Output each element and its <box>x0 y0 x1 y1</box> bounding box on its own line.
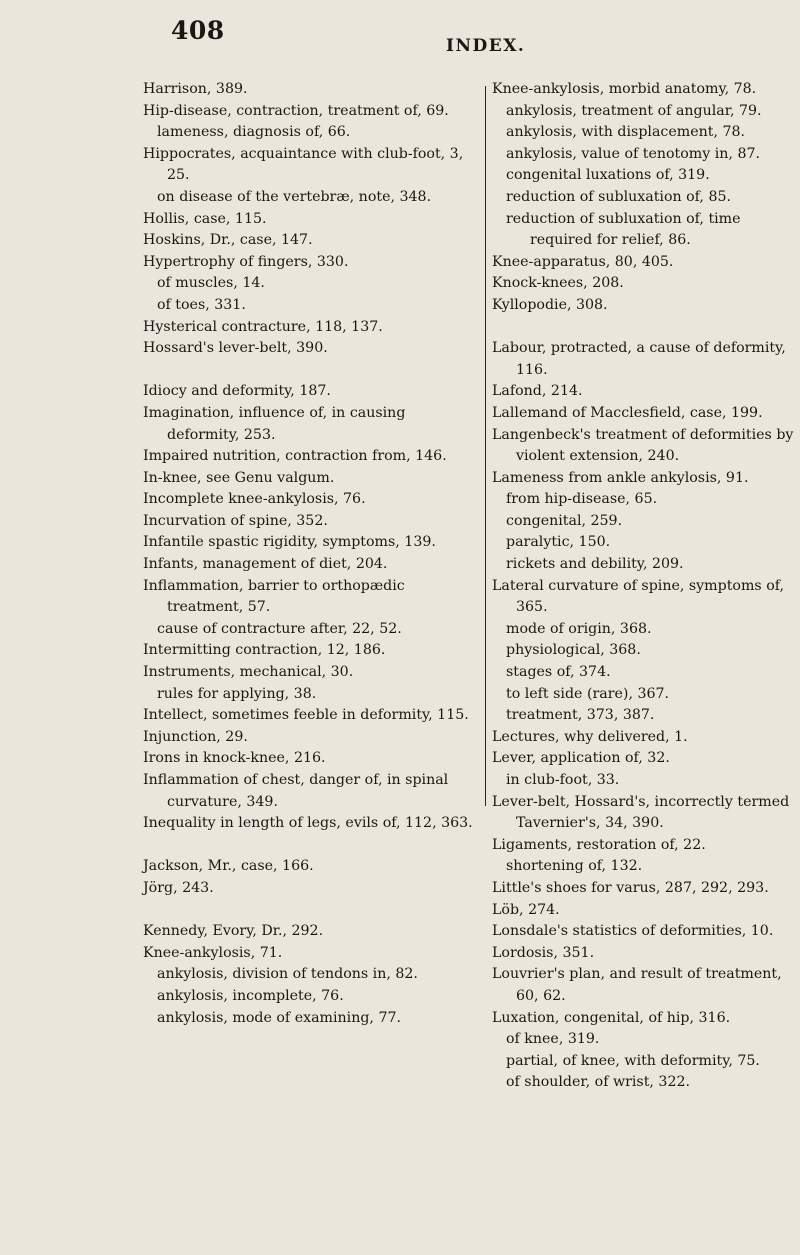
index-subentry: physiological, 368. <box>506 642 641 659</box>
index-entry: Knee-ankylosis, morbid anatomy, 78. <box>492 81 757 97</box>
column-divider <box>485 86 486 806</box>
index-entry: Hollis, case, 115. <box>143 210 267 227</box>
running-head: INDEX. <box>446 36 526 56</box>
index-entry: Incomplete knee-ankylosis, 76. <box>143 491 366 508</box>
index-entry: Idiocy and deformity, 187. <box>143 383 331 400</box>
index-entry: Lever-belt, Hossard's, incorrectly termed Tavernier's, 34, 390. <box>492 793 790 832</box>
index-subentry: ankylosis, value of tenotomy in, 87. <box>506 145 761 162</box>
index-subentry: congenital, 259. <box>506 512 623 529</box>
index-subentry: shortening of, 132. <box>506 858 643 875</box>
index-subentry: ankylosis, with displacement, 78. <box>506 124 746 141</box>
index-subentry: ankylosis, incomplete, 76. <box>157 987 344 1004</box>
index-entry: Knee-ankylosis, 71. <box>143 944 283 961</box>
index-subentry: ankylosis, division of tendons in, 82. <box>157 966 418 983</box>
index-entry: Louvrier's plan, and result of treatment, 60, 62. <box>492 966 782 1004</box>
index-entry: Inflammation of chest, danger of, in spinal curvature, 349. <box>143 772 449 810</box>
index-entry: Löb, 274. <box>492 901 560 918</box>
index-subentry: rules for applying, 38. <box>157 685 317 702</box>
index-entry: Irons in knock-knee, 216. <box>143 750 326 767</box>
index-entry: Knock-knees, 208. <box>492 275 624 292</box>
index-subentry: congenital luxations of, 319. <box>506 167 710 184</box>
index-entry: Kennedy, Evory, Dr., 292. <box>143 923 324 940</box>
index-entry: Impaired nutrition, contraction from, 146. <box>143 448 447 465</box>
index-entry: Lordosis, 351. <box>492 944 595 961</box>
index-subentry: of toes, 331. <box>157 296 246 313</box>
index-entry: Inequality in length of legs, evils of, 112, 363. <box>143 815 473 832</box>
index-entry: Langenbeck's treatment of deformities by violent extension, 240. <box>492 426 794 465</box>
index-entry: Knee-apparatus, 80, 405. <box>492 253 674 270</box>
index-entry: Hippocrates, acquaintance with club-foot, 3, 25. <box>143 145 464 184</box>
index-subentry: of muscles, 14. <box>157 275 265 292</box>
index-subentry: of shoulder, of wrist, 322. <box>506 1074 691 1091</box>
index-entry: Injunction, 29. <box>143 728 248 745</box>
index-subentry: partial, of knee, with deformity, 75. <box>506 1052 760 1069</box>
index-entry: Jackson, Mr., case, 166. <box>143 858 314 875</box>
index-entry: Hypertrophy of fingers, 330. <box>143 253 349 270</box>
index-subentry: reduction of subluxation of, time required for relief, 86. <box>506 210 741 249</box>
index-subentry: lameness, diagnosis of, 66. <box>157 124 351 141</box>
index-entry: Lectures, why delivered, 1. <box>492 728 688 745</box>
index-entry: Infantile spastic rigidity, symptoms, 139. <box>143 534 436 551</box>
index-entry: Hip-disease, contraction, treatment of, 69. <box>143 102 449 119</box>
index-subentry: cause of contracture after, 22, 52. <box>157 620 402 637</box>
index-column-right <box>492 79 798 1094</box>
index-entry: Little's shoes for varus, 287, 292, 293. <box>492 879 769 896</box>
index-entry: Labour, protracted, a cause of deformity, 116. <box>492 340 786 378</box>
index-entry: Lameness from ankle ankylosis, 91. <box>492 469 749 486</box>
index-subentry: from hip-disease, 65. <box>506 491 658 508</box>
index-subentry: to left side (rare), 367. <box>506 685 670 702</box>
index-subentry: treatment, 373, 387. <box>506 707 655 724</box>
index-entry: Harrison, 389. <box>143 81 248 97</box>
index-subentry: of knee, 319. <box>506 1031 600 1048</box>
index-entry: Luxation, congenital, of hip, 316. <box>492 1009 731 1026</box>
index-subentry: rickets and debility, 209. <box>506 556 684 573</box>
index-entry: Lafond, 214. <box>492 383 583 400</box>
index-entry: Infants, management of diet, 204. <box>143 556 388 573</box>
index-entry: Imagination, influence of, in causing deformity, 253. <box>143 404 406 443</box>
index-entry: Ligaments, restoration of, 22. <box>492 836 706 853</box>
index-subentry: paralytic, 150. <box>506 534 611 551</box>
index-entry: Inflammation, barrier to orthopædic treatment, 57. <box>143 577 405 616</box>
index-subentry: in club-foot, 33. <box>506 772 620 788</box>
index-subentry: ankylosis, mode of examining, 77. <box>157 1009 402 1026</box>
index-entry: Jörg, 243. <box>143 879 214 896</box>
index-entry: Intellect, sometimes feeble in deformity, 115. <box>143 707 469 724</box>
index-subentry: on disease of the vertebræ, note, 348. <box>157 188 432 205</box>
index-entry: Incurvation of spine, 352. <box>143 512 328 529</box>
index-entry: Kyllopodie, 308. <box>492 296 608 313</box>
index-entry: Hossard's lever-belt, 390. <box>143 340 328 357</box>
index-entry: Intermitting contraction, 12, 186. <box>143 642 386 659</box>
index-entry: Lallemand of Macclesfield, case, 199. <box>492 404 763 421</box>
index-subentry: mode of origin, 368. <box>506 620 652 637</box>
index-entry: Hoskins, Dr., case, 147. <box>143 232 313 249</box>
index-subentry: reduction of subluxation of, 85. <box>506 188 732 205</box>
index-column-left <box>143 79 477 1029</box>
index-entry: Lever, application of, 32. <box>492 750 670 767</box>
index-entry: Lateral curvature of spine, symptoms of, 365. <box>492 577 785 616</box>
index-entry: Instruments, mechanical, 30. <box>143 664 354 681</box>
index-entry: In-knee, see Genu valgum. <box>143 469 335 486</box>
index-entry: Lonsdale's statistics of deformities, 10. <box>492 923 774 940</box>
index-subentry: stages of, 374. <box>506 664 611 681</box>
page-number: 408 <box>171 16 225 45</box>
index-entry: Hysterical contracture, 118, 137. <box>143 318 383 335</box>
index-subentry: ankylosis, treatment of angular, 79. <box>506 102 762 119</box>
